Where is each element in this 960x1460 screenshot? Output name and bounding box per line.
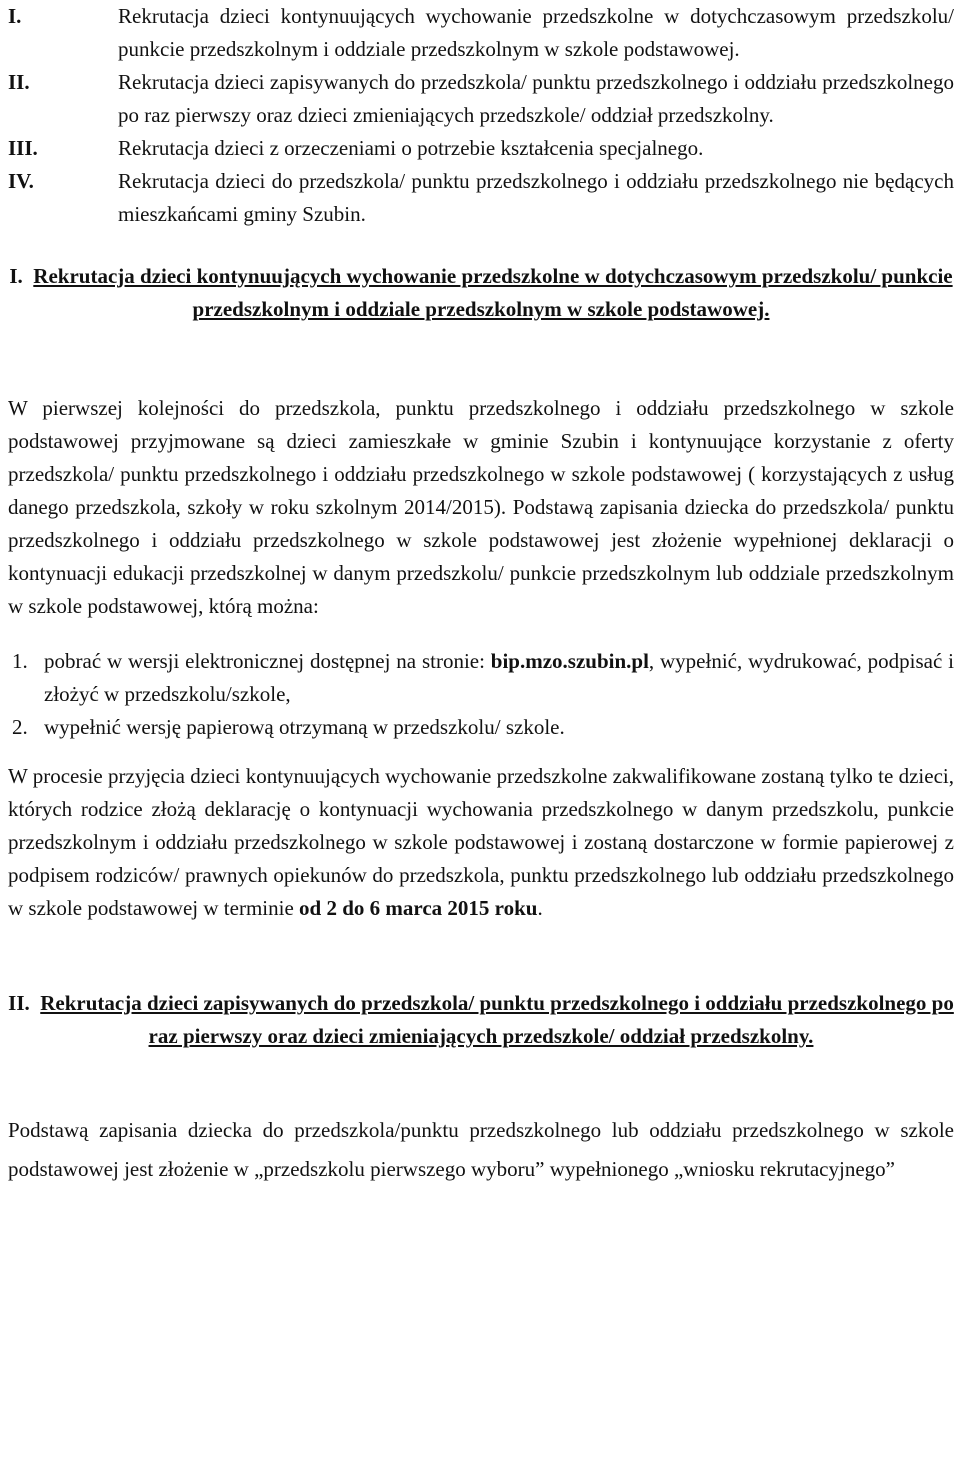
toc-item (8, 132, 954, 165)
section-2-number: II. (8, 991, 30, 1015)
toc-item-text: Rekrutacja dzieci kontynuujących wychowanie przedszkolne w dotychczasowym przedszkolu/ punkcie przedszkolnym i oddziale przedszkolnym w szkole podstawowej. (118, 4, 954, 61)
section-1-title: Rekrutacja dzieci kontynuujących wychowanie przedszkolne w dotychczasowym przedszkolu/ punkcie przedszkolnym i oddziale przedszkolnym w szkole podstawowej. (33, 264, 953, 321)
toc-item (8, 66, 954, 132)
list-item (8, 645, 954, 711)
section-1-paragraph-2 (8, 760, 954, 925)
toc-item-number: III. (8, 136, 38, 160)
toc-item (8, 165, 954, 231)
table-of-contents (8, 0, 954, 231)
section-1-number: I. (9, 264, 23, 288)
section-2-heading (8, 987, 954, 1053)
toc-item-number: II. (8, 70, 30, 94)
toc-item-text: Rekrutacja dzieci zapisywanych do przedszkola/ punktu przedszkolnego i oddziału przedszkolnego po raz pierwszy oraz dzieci zmieniających przedszkole/ oddział przedszkolny. (118, 70, 954, 127)
section-2-paragraph: Podstawą zapisania dziecka do przedszkola/punktu przedszkolnego lub oddziału przedszkolnego w szkole podstawowej jest złożenie w „przedszkolu pierwszego wyboru” wypełnionego „wniosku rekrutacyjnego” (8, 1118, 954, 1181)
list-item-text: wypełnić wersję papierową otrzymaną w przedszkolu/ szkole. (44, 715, 565, 739)
website-link[interactable]: bip.mzo.szubin.pl (490, 649, 649, 673)
toc-item-number: IV. (8, 169, 34, 193)
document-page (8, 0, 954, 1189)
list-item-number: 1. (12, 649, 28, 673)
section-1-list (8, 645, 954, 744)
section-1-paragraph: W pierwszej kolejności do przedszkola, punktu przedszkolnego i oddziału przedszkolnego w szkole podstawowej przyjmowane są dzieci zamieszkałe w gminie Szubin i kontynuujące korzystanie z oferty przedszkola/ punktu przedszkolnego i oddziału przedszkolnego w szkole podstawowej ( korzystających z usług danego przedszkola, szkoły w roku szkolnym 2014/2015). Podstawą zapisania dziecka do przedszkola/ punktu przedszkolnego i oddziału przedszkolnego w szkole podstawowej jest złożenie wypełnionej deklaracji o kontynuacji edukacji przedszkolnej w danym przedszkolu/ punkcie przedszkolnym lub oddziale przedszkolnym w szkole podstawowej, którą można: (8, 396, 954, 618)
section-2-title: Rekrutacja dzieci zapisywanych do przedszkola/ punktu przedszkolnego i oddziału przedszkolnego po raz pierwszy oraz dzieci zmieniających przedszkole/ oddział przedszkolny. (40, 991, 954, 1048)
list-item-text (44, 645, 954, 711)
toc-item (8, 0, 954, 66)
deadline-text: od 2 do 6 marca 2015 roku (299, 896, 538, 920)
paragraph-text: W procesie przyjęcia dzieci kontynuujących wychowanie przedszkolne zakwalifikowane zostaną tylko te dzieci, których rodzice złożą deklarację o kontynuacji wychowania przedszkolnego w danym przedszkolu, punkcie przedszkolnym i oddziału przedszkolnego w szkole podstawowej i zostaną dostarczone w formie papierowej z podpisem rodziców/ prawnych opiekunów do przedszkola, punktu przedszkolnego lub oddziału przedszkolnego w szkole podstawowej w terminie (8, 764, 954, 920)
toc-item-number: I. (8, 4, 22, 28)
list-item-text-end: , wypełnić, wydrukować, podpisać i złożyć w przedszkolu/szkole, (44, 649, 954, 706)
list-item-text-start: pobrać w wersji elektronicznej dostępnej na stronie: (44, 649, 491, 673)
section-1-heading (8, 260, 954, 326)
paragraph-end: . (537, 896, 543, 920)
toc-item-text: Rekrutacja dzieci do przedszkola/ punktu przedszkolnego i oddziału przedszkolnego nie będących mieszkańcami gminy Szubin. (118, 169, 954, 226)
list-item-number: 2. (12, 715, 28, 739)
toc-item-text: Rekrutacja dzieci z orzeczeniami o potrzebie kształcenia specjalnego. (118, 136, 704, 160)
list-item (8, 711, 954, 744)
